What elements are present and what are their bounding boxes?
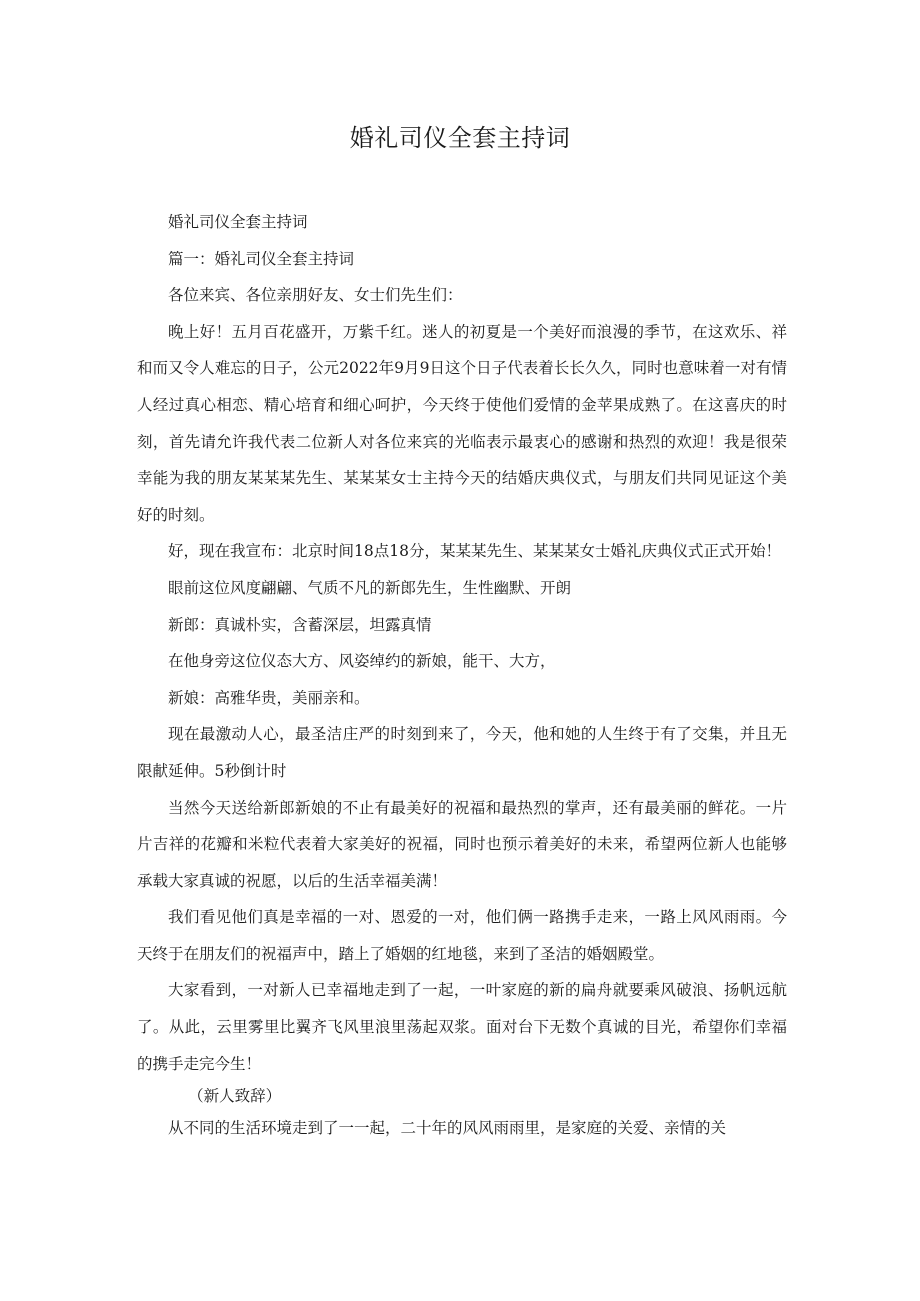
paragraph-announcement: 好，现在我宣布：北京时间18点18分，某某某先生、某某某女士婚礼庆典仪式正式开始！ <box>168 542 781 561</box>
paragraph-speech-note: （新人致辞） <box>188 1087 282 1106</box>
paragraph-couple: 我们看见他们真是幸福的一对、恩爱的一对，他们俩一路携手走来，一路上风风雨雨。今天终于在朋友们的祝福声中，踏上了婚姻的红地毯，来到了圣洁的婚姻殿堂。 <box>137 908 787 963</box>
paragraph-section-heading: 篇一：婚礼司仪全套主持词 <box>168 249 355 268</box>
paragraph-subtitle: 婚礼司仪全套主持词 <box>168 213 308 231</box>
paragraph-greeting: 各位来宾、各位亲朋好友、女士们先生们： <box>168 286 463 305</box>
paragraph-moment: 现在最激动人心，最圣洁庄严的时刻到来了，今天，他和她的人生终于有了交集，并且无限献延伸。5秒倒计时 <box>137 725 787 780</box>
paragraph-groom: 新郎：真诚朴实，含蓄深层，坦露真情 <box>168 615 432 634</box>
paragraph-family: 从不同的生活环境走到了一一起，二十年的风风雨雨里，是家庭的关爱、亲情的关 <box>168 1119 727 1138</box>
paragraph-voyage: 大家看到，一对新人已幸福地走到了一起，一叶家庭的新的扁舟就要乘风破浪、扬帆远航了。从此，云里雾里比翼齐飞风里浪里荡起双浆。面对台下无数个真诚的目光，希望你们幸福的携手走完今生！ <box>137 981 787 1073</box>
paragraph-bride-intro: 在他身旁这位仪态大方、风姿绰约的新娘，能干、大方， <box>168 652 556 671</box>
paragraph-groom-intro: 眼前这位风度翩翩、气质不凡的新郎先生，生性幽默、开朗 <box>168 578 572 597</box>
paragraph-opening: 晚上好！五月百花盛开，万紫千红。迷人的初夏是一个美好而浪漫的季节，在这欢乐、祥和而又令人难忘的日子，公元2022年9月9日这个日子代表着长长久久，同时也意味着一对有情人经过真心相恋、精心培育和细心呵护，今天终于使他们爱情的金苹果成熟了。在这喜庆的时刻，首先请允许我代表二位新人对各位来宾的光临表示最衷心的感谢和热烈的欢迎！我是很荣幸能为我的朋友某某某先生、某某某女士主持今天的结婚庆典仪式，与朋友们共同见证这个美好的时刻。 <box>137 322 787 524</box>
document-body <box>137 204 787 1147</box>
document-title: 婚礼司仪全套主持词 <box>349 124 571 152</box>
paragraph-bride: 新娘：高雅华贵，美丽亲和。 <box>168 688 370 707</box>
paragraph-flowers: 当然今天送给新郎新娘的不止有最美好的祝福和最热烈的掌声，还有最美丽的鲜花。一片片吉祥的花瓣和米粒代表着大家美好的祝福，同时也预示着美好的未来，希望两位新人也能够承载大家真诚的祝愿，以后的生活幸福美满！ <box>137 798 787 890</box>
